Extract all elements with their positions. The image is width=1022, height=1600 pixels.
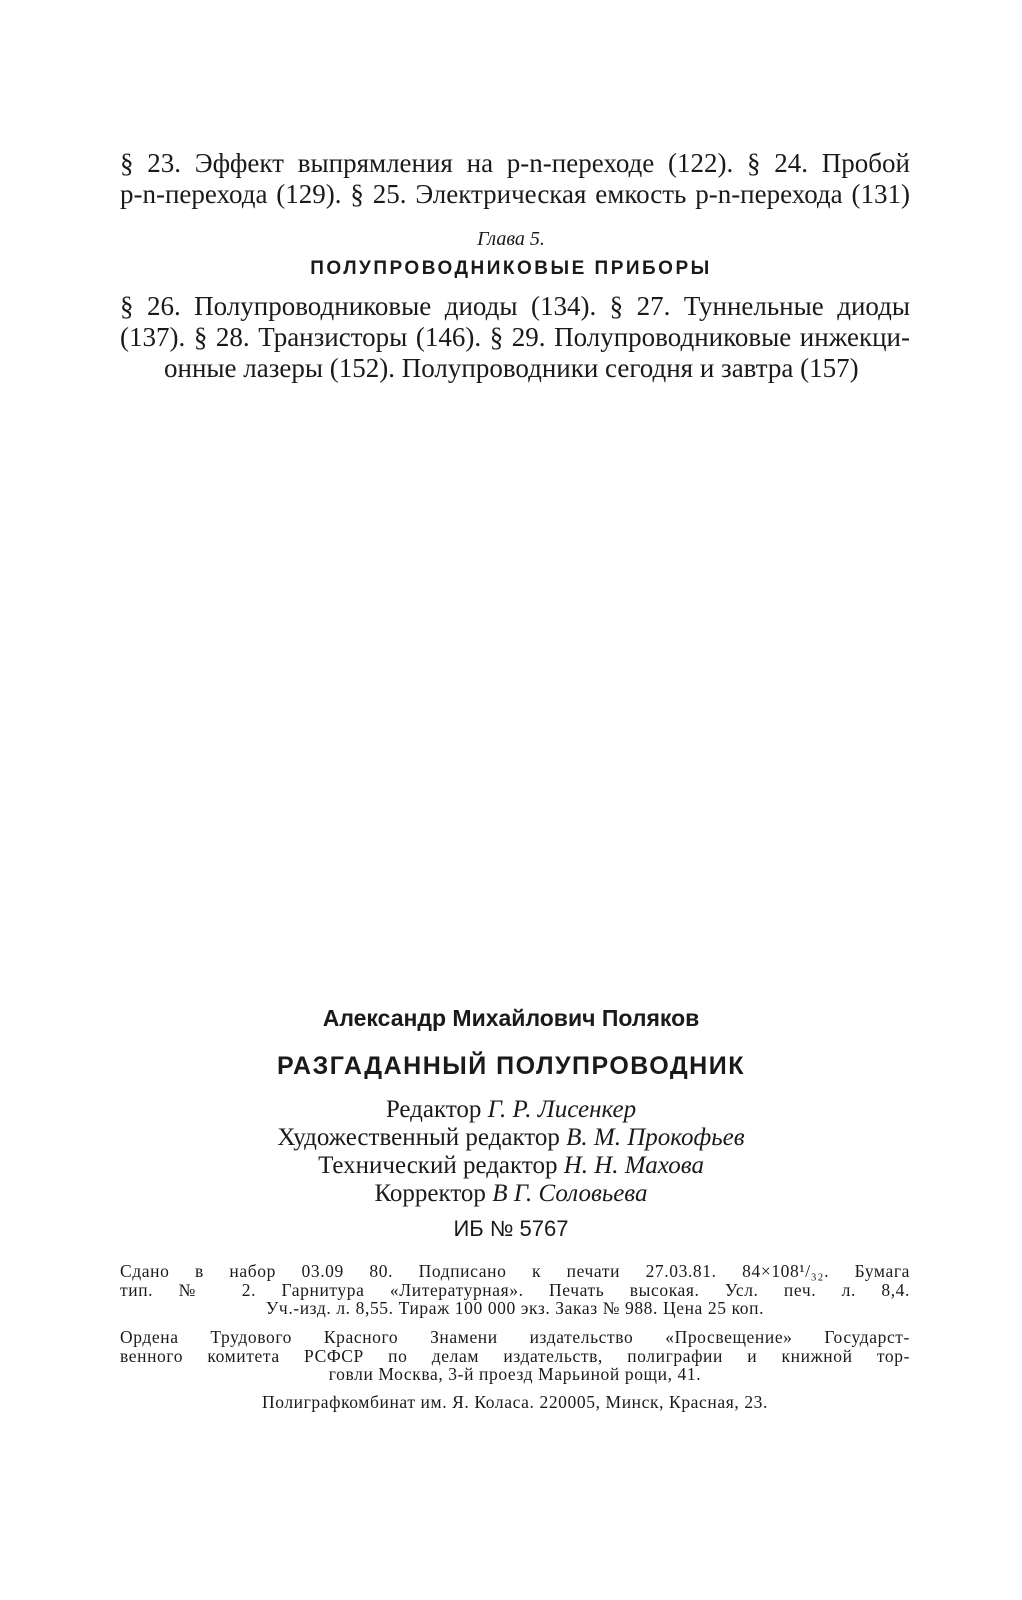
- chapter-label: Глава 5.: [477, 228, 545, 250]
- credit-line: [0, 1124, 1022, 1152]
- print-info-line: Уч.-изд. л. 8,55. Тираж 100 000 экз. Заказ № 988. Цена 25 коп.: [265, 1298, 765, 1318]
- toc-line: (137). § 28. Транзисторы (146). § 29. Полупроводниковые инжекци-: [120, 322, 910, 352]
- credit-line: [0, 1096, 1022, 1124]
- publisher-info: [120, 1328, 910, 1384]
- credit-line: [0, 1180, 1022, 1208]
- credit-name: Г. Р. Лисенкер: [487, 1096, 637, 1123]
- book-title: РАЗГАДАННЫЙ ПОЛУПРОВОДНИК: [277, 1052, 745, 1080]
- publisher-line: венного комитета РСФСР по делам издательств, полиграфии и книжной тор-: [120, 1345, 910, 1366]
- printer-line: Полиграфкомбинат им. Я. Коласа. 220005, Минск, Красная, 23.: [261, 1392, 769, 1412]
- toc-line: онные лазеры (152). Полупроводники сегодня и завтра (157): [164, 353, 859, 383]
- credit-line: [0, 1152, 1022, 1180]
- credit-role: Корректор: [374, 1180, 486, 1207]
- print-info-line: тип. № 2. Гарнитура «Литературная». Печать высокая. Усл. печ. л. 8,4.: [120, 1279, 910, 1300]
- publisher-line: Ордена Трудового Красного Знамени издательство «Просвещение» Государст-: [120, 1327, 910, 1347]
- credit-name: В Г. Соловьева: [492, 1180, 648, 1207]
- toc-line: § 23. Эффект выпрямления на p-n-переходе (122). § 24. Пробой: [120, 148, 910, 178]
- credit-name: Н. Н. Махова: [563, 1152, 704, 1179]
- printer-info: [120, 1393, 910, 1412]
- toc-chapter5: [120, 291, 910, 384]
- publisher-line: говли Москва, 3-й проезд Марьиной рощи, 41.: [328, 1364, 702, 1384]
- toc-line: p-n-перехода (129). § 25. Электрическая емкость p-n-перехода (131): [120, 179, 910, 209]
- ib-number: ИБ № 5767: [453, 1216, 569, 1241]
- print-info: [120, 1262, 910, 1318]
- toc-line: § 26. Полупроводниковые диоды (134). § 27. Туннельные диоды: [120, 291, 910, 321]
- toc-chapter4-tail: [120, 148, 910, 210]
- credits-block: [0, 1096, 1022, 1208]
- credit-role: Художественный редактор: [277, 1124, 560, 1151]
- author-name: Александр Михайлович Поляков: [322, 1005, 700, 1031]
- credit-role: Редактор: [385, 1096, 482, 1123]
- credit-name: В. М. Прокофьев: [566, 1124, 745, 1151]
- chapter-title: ПОЛУПРОВОДНИКОВЫЕ ПРИБОРЫ: [310, 258, 712, 279]
- print-info-line: Сдано в набор 03.09 80. Подписано к печати 27.03.81. 84×108¹/₃₂. Бумага: [120, 1261, 910, 1281]
- credit-role: Технический редактор: [318, 1152, 558, 1179]
